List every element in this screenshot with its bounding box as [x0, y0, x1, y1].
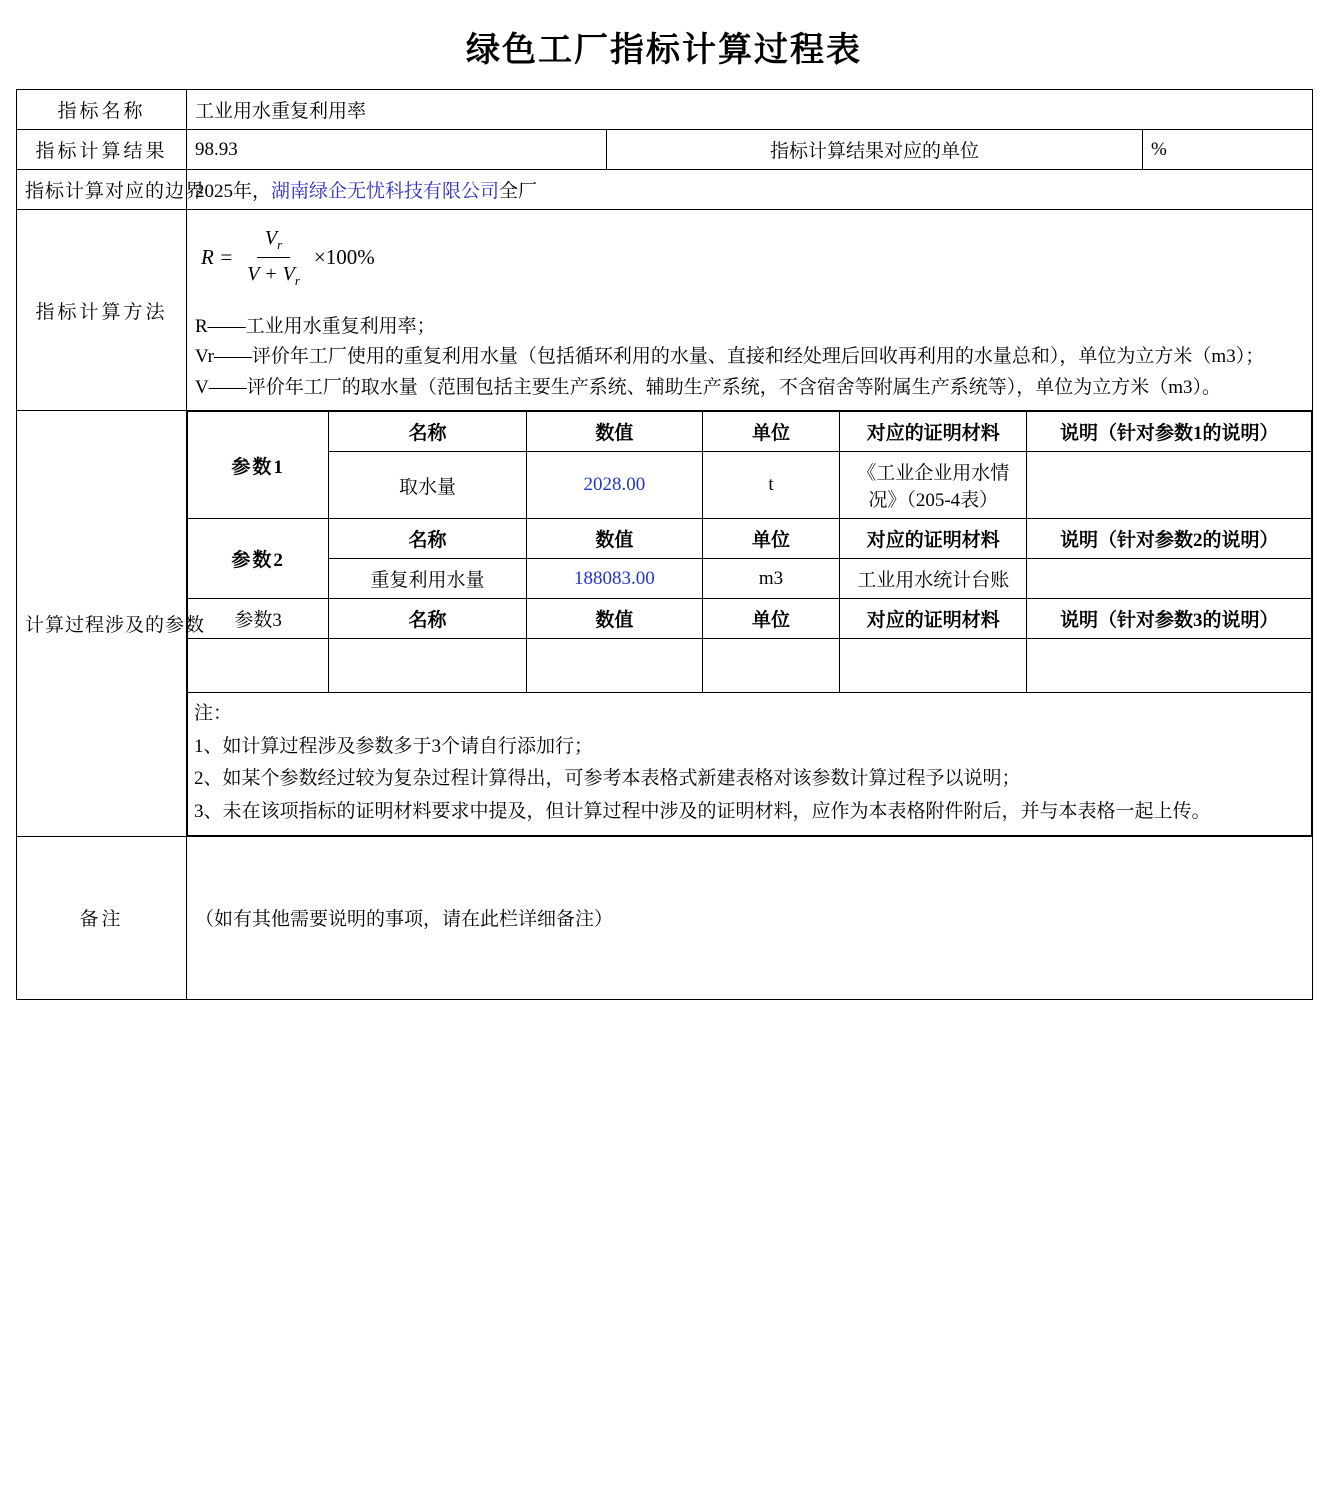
remark-label: 备注 [17, 836, 187, 999]
notes-item-2: 2、如某个参数经过较为复杂过程计算得出，可参考本表格式新建表格对该参数计算过程予以说明； [194, 768, 1021, 790]
table-row-method [17, 210, 1313, 411]
boundary-company: 湖南绿企无忧科技有限公司 [271, 181, 500, 202]
table-row-parameters [17, 411, 1313, 837]
param2-name: 重复利用水量 [329, 559, 527, 599]
param2-header-row [188, 519, 1312, 559]
table-row-boundary [17, 170, 1313, 210]
param3-value-row [188, 639, 1312, 693]
param1-unit: t [702, 452, 839, 519]
param3-name [329, 639, 527, 693]
table-row-result [17, 130, 1313, 170]
param2-label: 参数2 [188, 519, 329, 599]
method-line-3: V——评价年工厂的取水量（范围包括主要生产系统、辅助生产系统，不含宿舍等附属生产系统等），单位为立方米（m3）。 [195, 376, 1222, 398]
boundary-suffix: 全厂 [499, 181, 538, 202]
method-content [187, 210, 1313, 411]
param2-name-header: 名称 [329, 519, 527, 559]
param1-name-header: 名称 [329, 412, 527, 452]
param3-note-header: 说明（针对参数3的说明） [1027, 599, 1312, 639]
param3-unit [702, 639, 839, 693]
param3-header-row [188, 599, 1312, 639]
method-line-2: Vr——评价年工厂使用的重复利用水量（包括循环利用的水量、直接和经处理后回收再利用的水量总和），单位为立方米（m3）； [195, 346, 1265, 368]
param3-evidence-header: 对应的证明材料 [840, 599, 1027, 639]
boundary-value [187, 170, 1313, 210]
param1-name: 取水量 [329, 452, 527, 519]
param2-value-row [188, 559, 1312, 599]
formula-tail: ×100% [313, 245, 375, 270]
unit-value: % [1143, 130, 1313, 170]
param2-unit: m3 [702, 559, 839, 599]
notes-row [188, 693, 1312, 836]
method-line-1: R——工业用水重复利用率； [195, 315, 436, 337]
param2-value: 188083.00 [526, 559, 702, 599]
notes-title: 注： [194, 703, 233, 725]
param2-value-header: 数值 [526, 519, 702, 559]
table-row-remark [17, 836, 1313, 999]
boundary-prefix: 2025年， [195, 181, 272, 202]
result-label: 指标计算结果 [17, 130, 187, 170]
parameters-label: 计算过程涉及的参数 [17, 411, 187, 837]
parameters-block [187, 411, 1313, 837]
param2-unit-header: 单位 [702, 519, 839, 559]
param3-label: 参数3 [188, 599, 329, 639]
param1-note-header: 说明（针对参数1的说明） [1027, 412, 1312, 452]
unit-label: 指标计算结果对应的单位 [607, 130, 1143, 170]
page-title: 绿色工厂指标计算过程表 [466, 32, 862, 69]
method-description [195, 313, 1304, 403]
param1-label: 参数1 [188, 412, 329, 519]
indicator-name-label: 指标名称 [17, 90, 187, 130]
param1-note [1027, 452, 1312, 519]
param1-evidence: 《工业企业用水情况》（205-4表） [840, 452, 1027, 519]
param1-value-row [188, 452, 1312, 519]
param2-evidence-header: 对应的证明材料 [840, 519, 1027, 559]
notes-cell [188, 693, 1312, 836]
remark-value[interactable]: （如有其他需要说明的事项，请在此栏详细备注） [187, 836, 1313, 999]
param1-value-header: 数值 [526, 412, 702, 452]
param3-name-header: 名称 [329, 599, 527, 639]
param2-evidence: 工业用水统计台账 [840, 559, 1027, 599]
method-label: 指标计算方法 [17, 210, 187, 411]
table-row-indicator-name [17, 90, 1313, 130]
param1-value: 2028.00 [526, 452, 702, 519]
formula-numerator: $V_r$ [257, 224, 290, 258]
param1-evidence-header: 对应的证明材料 [840, 412, 1027, 452]
notes-item-3: 3、未在该项指标的证明材料要求中提及，但计算过程中涉及的证明材料，应作为本表格附件附后，并与本表格一起上传。 [194, 800, 1211, 822]
formula-fraction [239, 224, 308, 291]
formula-lhs: R = [201, 245, 234, 270]
boundary-label: 指标计算对应的边界 [17, 170, 187, 210]
parameters-table [187, 411, 1312, 836]
indicator-name-value: 工业用水重复利用率 [187, 90, 1313, 130]
param2-note [1027, 559, 1312, 599]
param3-value [526, 639, 702, 693]
formula-denominator: $V + V_r$ [247, 262, 300, 288]
param3-value-header: 数值 [526, 599, 702, 639]
formula-image [201, 224, 1304, 291]
param3-unit-header: 单位 [702, 599, 839, 639]
param3-note [1027, 639, 1312, 693]
param3-evidence [840, 639, 1027, 693]
param2-note-header: 说明（针对参数2的说明） [1027, 519, 1312, 559]
param1-unit-header: 单位 [702, 412, 839, 452]
param1-header-row [188, 412, 1312, 452]
result-value: 98.93 [187, 130, 607, 170]
notes-item-1: 1、如计算过程涉及参数多于3个请自行添加行； [194, 735, 594, 757]
param3-empty-label [188, 639, 329, 693]
indicator-calculation-table [16, 89, 1313, 1000]
